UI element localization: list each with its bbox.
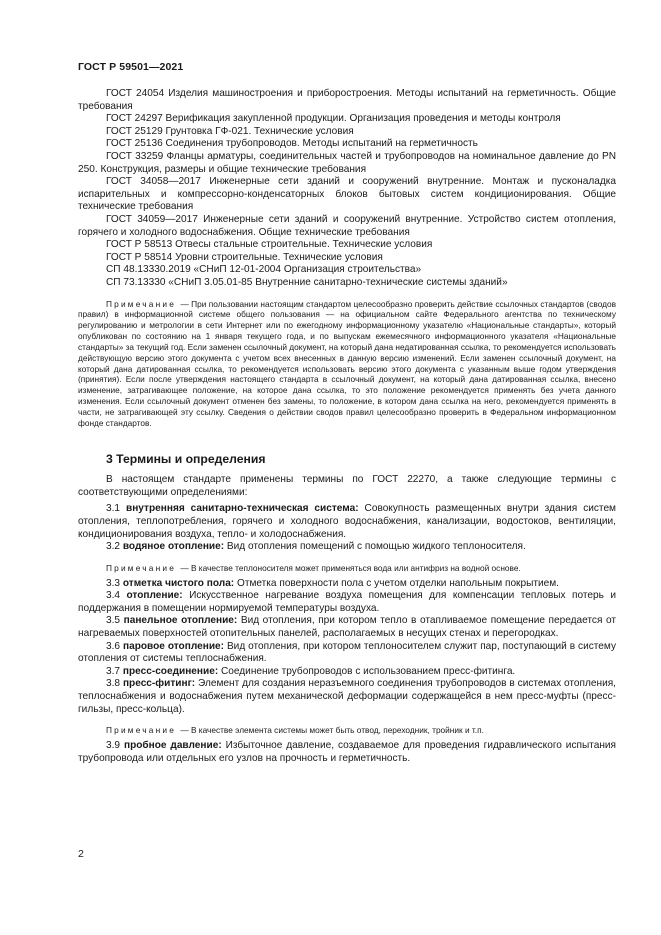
section-title: 3 Термины и определения [106,451,266,466]
term-definition: 3.1 внутренняя санитарно-техническая система: Совокупность размещенных внутри здания систем отопления, теплопотребления, горячего и холодного водоснабжения, канализации, водостоков, вентиляции, кондиционирования воздуха, тепло- и холодоснабжения. [78,503,616,540]
note-text: — При пользовании настоящим стандартом целесообразно проверить действие ссылочных стандартов (сводов правил) в информационной системе общего пользования — на официальном сайте Федерального агентства по техническому регулированию и метрологии в сети Интернет или по ежегодному информационному указателю «Национальные стандарты», который опубликован по состоянию на 1 января текущего года, и по выпускам ежемесячного информационного указателя «Национальные стандарты» за текущий год. Если заменен ссылочный документ, на который дана недатированная ссылка, то рекомендуется использовать действующую версию этого документа с учетом всех внесенных в данную версию изменений. Если заменен ссылочный документ, на который дана датированная ссылка, то рекомендуется использовать версию этого документа с указанным выше годом утверждения (принятия). Если после утверждения настоящего стандарта в ссылочный документ, на который дана датированная ссылка, внесено изменение, затрагивающее положение, на которое дана ссылка, то это положение рекомендуется применять без учета данного изменения. Если ссылочный документ отменен без замены, то положение, в котором дана ссылка на него, рекомендуется применять в части, не затрагивающей эту ссылку. Сведения о действии сводов правил целесообразно проверить в Федеральном информационном фонде стандартов. [78,298,617,428]
section-intro: В настоящем стандарте применены термины по ГОСТ 22270, а также следующие термины с соответствующими определениями: [78,474,616,498]
note-label: Примечание [106,298,177,309]
term-definition: 3.2 водяное отопление: Вид отопления помещений с помощью жидкого теплоносителя. [106,541,526,553]
reference-item: ГОСТ 25136 Соединения трубопроводов. Методы испытаний на герметичность [106,138,478,150]
page-content [78,88,616,765]
term-definition: 3.9 пробное давление: Избыточное давление, создаваемое для проведения гидравлического испытания трубопровода или отдельных его узлов на прочность и герметичность. [78,740,617,764]
reference-item: ГОСТ 25129 Грунтовка ГФ-021. Технические условия [106,125,354,137]
reference-item: ГОСТ 34059—2017 Инженерные сети зданий и сооружений внутренние. Устройство систем отопления, горячего и холодного водоснабжения. Общие технические требования [78,213,616,238]
term-definition: 3.4 отопление: Искусственное нагревание воздуха помещения для компенсации тепловых потерь и поддержания в помещении нормируемой температуры воздуха. [78,590,616,614]
term-definition: 3.7 пресс-соединение: Соединение трубопроводов с использованием пресс-фитинга. [106,665,516,677]
term-note: Примечание — В качестве элемента системы может быть отвод, переходник, тройник и т.п. [106,725,484,736]
term-definition: 3.8 пресс-фитинг: Элемент для создания неразъемного соединения трубопроводов в системах отопления, теплоснабжения и водоснабжения путем механической деформации содержащейся в нем пресс-муфты (пресс-гильзы, пресс-кольца). [78,678,616,715]
references-note [78,299,616,429]
reference-item: ГОСТ Р 58514 Уровни строительные. Технические условия [106,251,383,263]
reference-item: СП 73.13330 «СНиП 3.05.01-85 Внутренние санитарно-технические системы зданий» [106,276,508,288]
reference-item: ГОСТ 34058—2017 Инженерные сети зданий и сооружений внутренние. Монтаж и пусконаладка испарительных и компрессорно-конденсаторных блоков бытовых систем кондиционирования. Общие технические требования [78,176,616,213]
page-number: 2 [78,848,84,860]
term-definition: 3.3 отметка чистого пола: Отметка поверхности пола с учетом отделки напольным покрытием. [106,577,559,589]
term-note: Примечание — В качестве теплоносителя может применяться вода или антифриз на водной основе. [106,562,521,573]
reference-item: ГОСТ 33259 Фланцы арматуры, соединительных частей и трубопроводов на номинальное давление до PN 250. Конструкция, размеры и общие технические требования [78,150,616,175]
term-definition: 3.5 панельное отопление: Вид отопления, при котором тепло в отапливаемое помещение передается от нагреваемых поверхностей отопительных панелей, располагаемых в несущих стенах и перегородках. [78,615,616,639]
note-label: Примечание [106,725,177,736]
document-header: ГОСТ Р 59501—2021 [78,61,184,73]
note-label: Примечание [106,562,177,573]
reference-list [78,88,616,290]
reference-item: СП 48.13330.2019 «СНиП 12-01-2004 Организация строительства» [106,264,422,276]
reference-item: ГОСТ 24054 Изделия машиностроения и приборостроения. Методы испытаний на герметичность. Общие требования [78,88,616,112]
reference-item: ГОСТ Р 58513 Отвесы стальные строительные. Технические условия [106,239,433,251]
term-definition: 3.6 паровое отопление: Вид отопления, при котором теплоносителем служит пар, поступающий в систему отопления от системы теплоснабжения. [78,640,616,665]
reference-item: ГОСТ 24297 Верификация закупленной продукции. Организация проведения и методы контроля [106,113,561,125]
